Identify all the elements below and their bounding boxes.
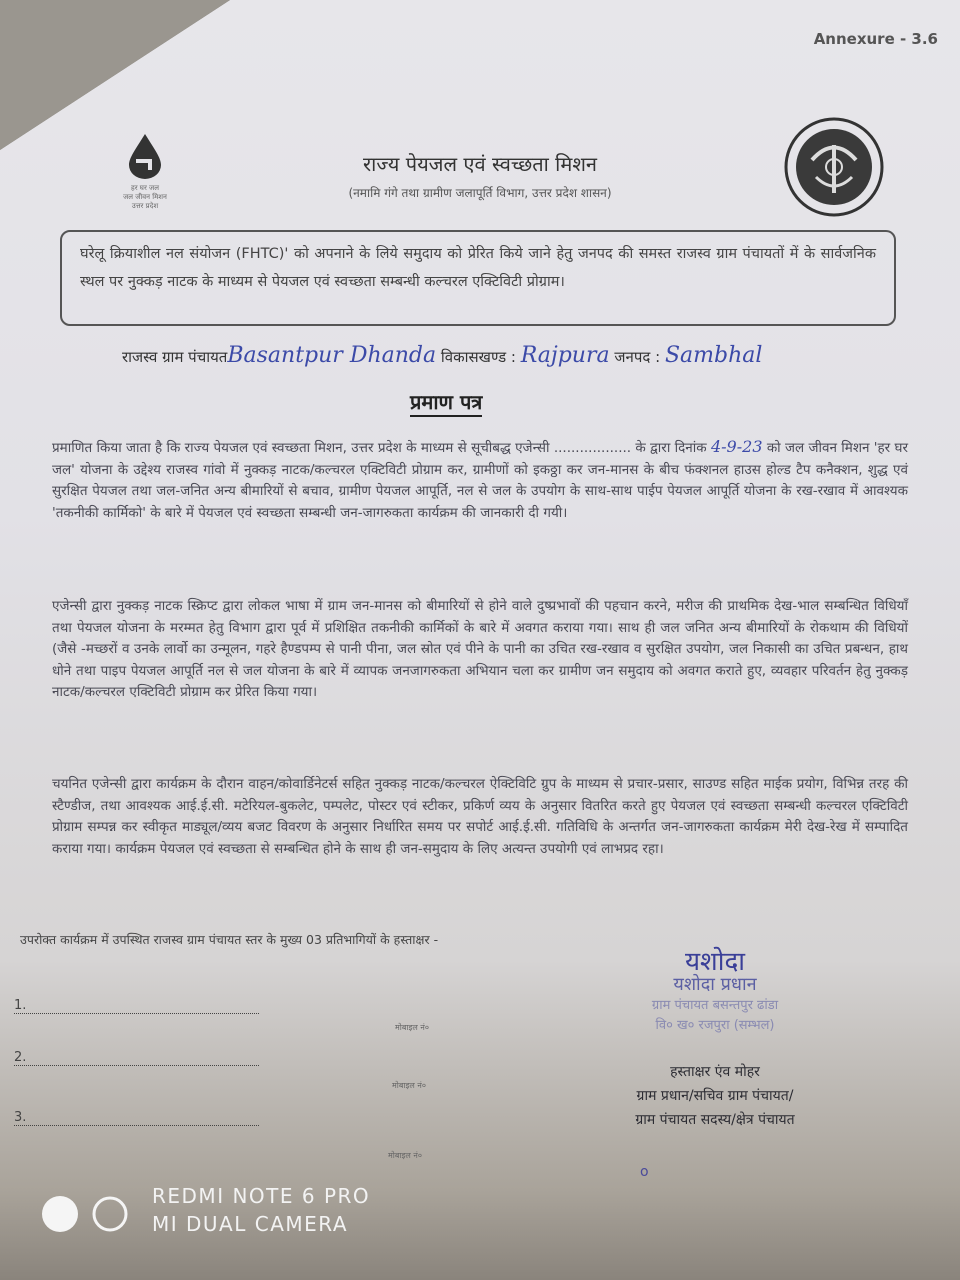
signatory-block [580,1060,850,1132]
para1-text-before-date: प्रमाणित किया जाता है कि राज्य पेयजल एवं स्वच्छता मिशन, उत्तर प्रदेश के माध्यम से सूचीबद्ध एजेन्सी .................. के द्वारा दिनांक [52,440,707,456]
certificate-title: प्रमाण पत्र [410,388,482,417]
pradhan-stamp [600,942,830,1036]
watermark-text [152,1182,370,1238]
gram-panchayat-label: राजस्व ग्राम पंचायत [122,348,228,366]
ink-mark: o [640,1164,649,1180]
signatory-line-2: ग्राम प्रधान/सचिव ग्राम पंचायत/ [636,1088,794,1104]
certificate-paragraph-1 [52,436,908,524]
certificate-paragraph-2: एजेन्सी द्वारा नुक्कड़ नाटक स्क्रिप्ट द्वारा लोकल भाषा में ग्राम जन-मानस को बीमारियों से होने वाले दुष्प्रभावों की पहचान करने, मरीज की प्राथमिक देख-भाल सम्बन्धित विधियाँ तथा पेयजल योजना के मरम्मत हेतु विभाग द्वारा पूर्व में प्रशिक्षित तकनीकी कार्मिकों के बारे में अवगत कराया गया। साथ ही जल जनित अन्य बीमारियों के रोकथाम की विधियों (जैसे -मच्छरों व उनके लार्वो का उन्मूलन, गहरे हैण्डपम्प से पानी पीना, जल स्रोत एवं पीने के पानी का उचित रख-रखाव व सुरक्षित उपयोग, जल निकासी का उचित प्रबन्धन, हाथ धोने तथा पाइप पेयजल आपूर्ति नल से जल योजना के बारे में व्यापक जनजागरुकता अभियान चला कर ग्रामीण जन समुदाय को अवगत कराते हुए, व्यवहार परिवर्तन हेतु नुक्कड़ नाटक/कल्चरल एक्टिविटी प्रोग्राम कर प्रेरित किया गया। [52,598,908,700]
location-fields-row [122,343,762,368]
department-subtitle: (नमामि गंगे तथा ग्रामीण जलापूर्ति विभाग, उत्तर प्रदेश शासन) [348,186,612,200]
annexure-label: Annexure - 3.6 [813,30,938,48]
participants-signature-intro: उपरोक्त कार्यक्रम में उपस्थित राजस्व ग्राम पंचायत स्तर के मुख्य 03 प्रतिभागियों के हस्ताक्षर - [20,932,439,947]
gram-panchayat-value: Basantpur Dhanda [227,343,437,368]
participant-mobile-label-1: मोबाइल नं० [395,1023,429,1032]
signatory-line-1: हस्ताक्षर एंव मोहर [670,1064,760,1080]
participant-signature-line-2 [14,1050,259,1066]
participant-mobile-label-2: मोबाइल नं० [392,1081,426,1090]
signatory-line-3: ग्राम पंचायत सदस्य/क्षेत्र पंचायत [635,1112,795,1128]
para1-text-after-date: को जल जीवन मिशन 'हर घर जल' योजना के उद्देश्य राजस्व गांवो में नुक्कड़ नाटक/कल्चरल एक्टिविटी प्रोग्राम कर, ग्रामीणों को इकठ्ठा कर जन-मानस के बीच फंक्शनल हाउस होल्ड टैप कनैक्शन, शुद्ध एवं सुरक्षित पेयजल तथा जल-जनित अन्य बीमारियों से बचाव, ग्रामीण पेयजल आपूर्ति, नल से जल के उपयोग के साथ-साथ पाईप पेयजल आपूर्ति योजना के रख-रखाव में आवश्यक 'तकनीकी कार्मिको' के बारे में पेयजल एवं स्वच्छता सम्बन्धी जन-जागरुकता कार्यक्रम की जानकारी दी गयी। [52,440,909,521]
participant-signature-line-3 [14,1110,259,1126]
participant-signature-line-1 [14,998,259,1014]
stamp-name: यशोदा प्रधान [673,974,757,995]
block-label: विकासखण्ड : [440,348,516,366]
stamp-line-2: वि० ख० रजपुरा (सम्भल) [655,1018,775,1033]
mission-title: राज्य पेयजल एवं स्वच्छता मिशन [362,152,598,176]
program-date: 4-9-23 [710,437,763,456]
block-value: Rajpura [520,343,610,368]
district-label: जनपद : [614,348,661,366]
pradhan-signature: यशोदा [684,947,746,977]
logo-tagline: हर घर जल जल जीवन मिशन उत्तर प्रदेश [123,184,167,210]
participant-number: 2. [14,1050,27,1065]
district-value: Sambhal [664,343,763,368]
program-description-box: घरेलू क्रियाशील नल संयोजन (FHTC)' को अपनाने के लिये समुदाय को प्रेरित किये जाने हेतु जनपद की समस्त राजस्व ग्राम पंचायतों में के सार्वजनिक स्थल पर नुक्कड़ नाटक के माध्यम से पेयजल एवं स्वच्छता सम्बन्धी कल्चरल एक्टिविटी प्रोग्राम। [60,230,896,326]
camera-lens-icon [40,1194,135,1234]
stamp-line-1: ग्राम पंचायत बसन्तपुर ढांडा [651,998,779,1013]
certificate-paragraph-3: चयनित एजेन्सी द्वारा कार्यक्रम के दौरान वाहन/कोवार्डिनेटर्स सहित नुक्कड़ नाटक/कल्चरल ऐक्टिविटि ग्रुप के माध्यम से प्रचार-प्रसार, साउण्ड सहित माईक प्रयोग, विभिन्न तरह की स्टैण्डीज, तथा आवश्यक आई.ई.सी. मटेरियल-बुकलेट, पम्पलेट, पोस्टर एवं स्टीकर, प्रकिर्ण व्यय के अनुसार वितरित करते हुए पेयजल एवं स्वच्छता सम्बन्धी कल्चरल एक्टिविटी प्रोग्राम सम्पन्न कर स्वीकृत माड्यूल/व्यय बजट विवरण के अनुसार निर्धारित समय पर सपोर्ट आई.ई.सी. गतिविधि के अन्तर्गत जन-जागरुकता कार्यक्रम मेरी देख-रेख में सम्पादित कराया गया। कार्यक्रम पेयजल एवं स्वच्छता से सम्बन्धित होने के साथ ही जन-समुदाय के लिए अत्यन्त उपयोगी एवं लाभप्रद रहा। [52,776,908,857]
watermark-line-2: MI DUAL CAMERA [152,1212,349,1236]
participant-mobile-label-3: मोबाइल नं० [388,1151,422,1160]
watermark-line-1: REDMI NOTE 6 PRO [152,1184,371,1208]
participant-number: 3. [14,1110,27,1125]
participant-number: 1. [14,998,27,1013]
